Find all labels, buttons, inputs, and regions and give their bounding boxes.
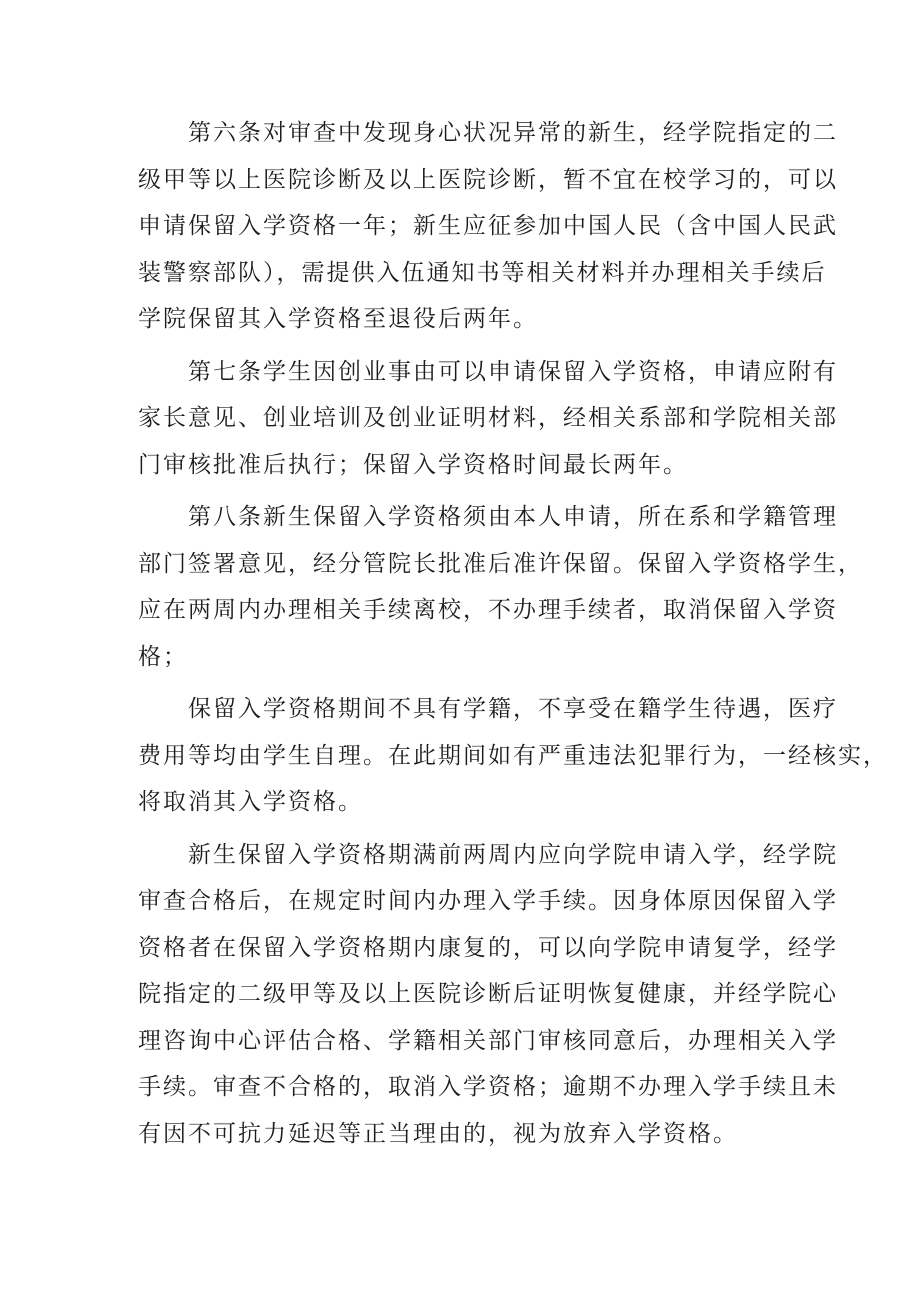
paragraph-reservation-period [138, 686, 888, 826]
text-line: 有因不可抗力延迟等正当理由的，视为放弃入学资格。 [138, 1120, 738, 1147]
text-line: 门审核批准后执行；保留入学资格时间最长两年。 [138, 451, 688, 478]
text-line: 理咨询中心评估合格、学籍相关部门审核同意后，办理相关入学 [138, 1027, 838, 1054]
paragraph-article-6 [138, 110, 838, 343]
text-line: 应在两周内办理相关手续离校，不办理手续者，取消保留入学资 [138, 597, 838, 623]
paragraph-article-8 [138, 494, 863, 680]
text-line: 部门签署意见，经分管院长批准后准许保留。保留入学资格学生， [138, 550, 863, 577]
text-line: 学院保留其入学资格至退役后两年。 [138, 306, 538, 332]
text-line: 新生保留入学资格期满前两周内应向学院申请入学，经学院 [188, 841, 838, 868]
text-line: 格； [138, 643, 188, 670]
text-line: 保留入学资格期间不具有学籍，不享受在籍学生待遇，医疗 [188, 696, 838, 722]
text-line: 第八条新生保留入学资格须由本人申请，所在系和学籍管理 [188, 504, 838, 530]
text-line: 将取消其入学资格。 [138, 789, 363, 815]
paragraph-enrollment-resume [138, 832, 838, 1158]
text-line: 申请保留入学资格一年；新生应征参加中国人民（含中国人民武 [138, 213, 838, 239]
text-line: 费用等均由学生自理。在此期间如有严重违法犯罪行为，一经核实， [138, 742, 888, 769]
text-line: 审查合格后，在规定时间内办理入学手续。因身体原因保留入学 [138, 888, 838, 914]
text-line: 装警察部队），需提供入伍通知书等相关材料并办理相关手续后 [138, 259, 827, 286]
text-line: 级甲等以上医院诊断及以上医院诊断，暂不宜在校学习的，可以 [138, 166, 838, 193]
text-line: 第六条对审查中发现身心状况异常的新生，经学院指定的二 [188, 120, 838, 146]
text-line: 第七条学生因创业事由可以申请保留入学资格，申请应附有 [188, 358, 838, 385]
paragraph-article-7 [138, 349, 838, 489]
document-body [138, 110, 888, 1163]
text-line: 资格者在保留入学资格期内康复的，可以向学院申请复学，经学 [138, 934, 838, 961]
text-line: 手续。审查不合格的，取消入学资格；逾期不办理入学手续且未 [138, 1074, 838, 1100]
text-line: 院指定的二级甲等及以上医院诊断后证明恢复健康，并经学院心 [138, 981, 838, 1007]
text-line: 家长意见、创业培训及创业证明材料，经相关系部和学院相关部 [138, 405, 838, 431]
